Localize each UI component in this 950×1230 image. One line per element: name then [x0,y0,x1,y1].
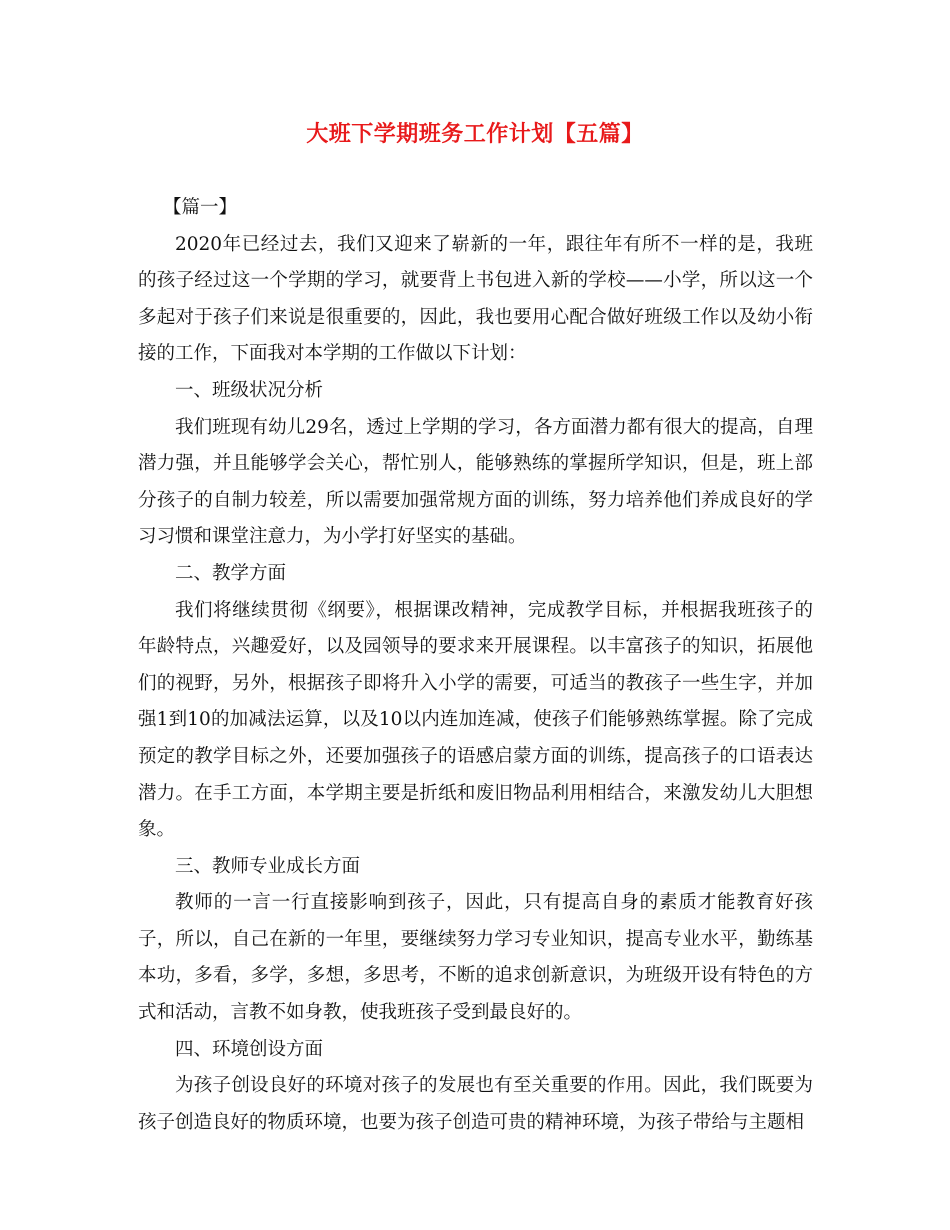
paragraph-environment: 为孩子创设良好的环境对孩子的发展也有至关重要的作用。因此，我们既要为孩子创造良好的物质环境，也要为孩子创造可贵的精神环境，为孩子带给与主题相 [138,1075,813,1133]
paragraph-teaching: 我们将继续贯彻《纲要》，根据课改精神，完成教学目标，并根据我班孩子的年龄特点，兴趣爱好，以及园领导的要求来开展课程。以丰富孩子的知识，拓展他们的视野，另外，根据孩子即将升入小学的需要，可适当的教孩子一些生字，并加强1到10的加减法运算，以及10以内连加连减，使孩子们能够熟练掌握。除了完成预定的教学目标之外，还要加强孩子的语感启蒙方面的训练，提高孩子的口语表达潜力。在手工方面，本学期主要是折纸和废旧物品利用相结合，来激发幼儿大胆想象。 [138,599,813,841]
heading-teaching: 二、教学方面 [175,562,287,584]
heading-class-analysis: 一、班级状况分析 [175,379,324,401]
heading-teacher-growth: 三、教师专业成长方面 [175,855,361,877]
paragraph-class-analysis: 我们班现有幼儿29名，透过上学期的学习，各方面潜力都有很大的提高，自理潜力强，并且能够学会关心，帮忙别人，能够熟练的掌握所学知识，但是，班上部分孩子的自制力较差，所以需要加强常规方面的训练，努力培养他们养成良好的学习习惯和课堂注意力，为小学打好坚实的基础。 [138,416,813,548]
paragraph-teacher-growth: 教师的一言一行直接影响到孩子，因此，只有提高自身的素质才能教育好孩子，所以，自己在新的一年里，要继续努力学习专业知识，提高专业水平，勤练基本功，多看，多学，多想，多思考，不断的追求创新意识，为班级开设有特色的方式和活动，言教不如身教，使我班孩子受到最良好的。 [138,892,813,1024]
heading-environment: 四、环境创设方面 [175,1038,324,1060]
intro-paragraph: 2020年已经过去，我们又迎来了崭新的一年，跟往年有所不一样的是，我班的孩子经过这一个学期的学习，就要背上书包进入新的学校——小学，所以这一个多起对于孩子们来说是很重要的，因此，我也要用心配合做好班级工作以及幼小衔接的工作，下面我对本学期的工作做以下计划： [138,233,813,365]
document-title: 大班下学期班务工作计划【五篇】 [306,121,644,147]
section-label: 【篇一】 [162,197,237,218]
document-body [138,190,813,1141]
